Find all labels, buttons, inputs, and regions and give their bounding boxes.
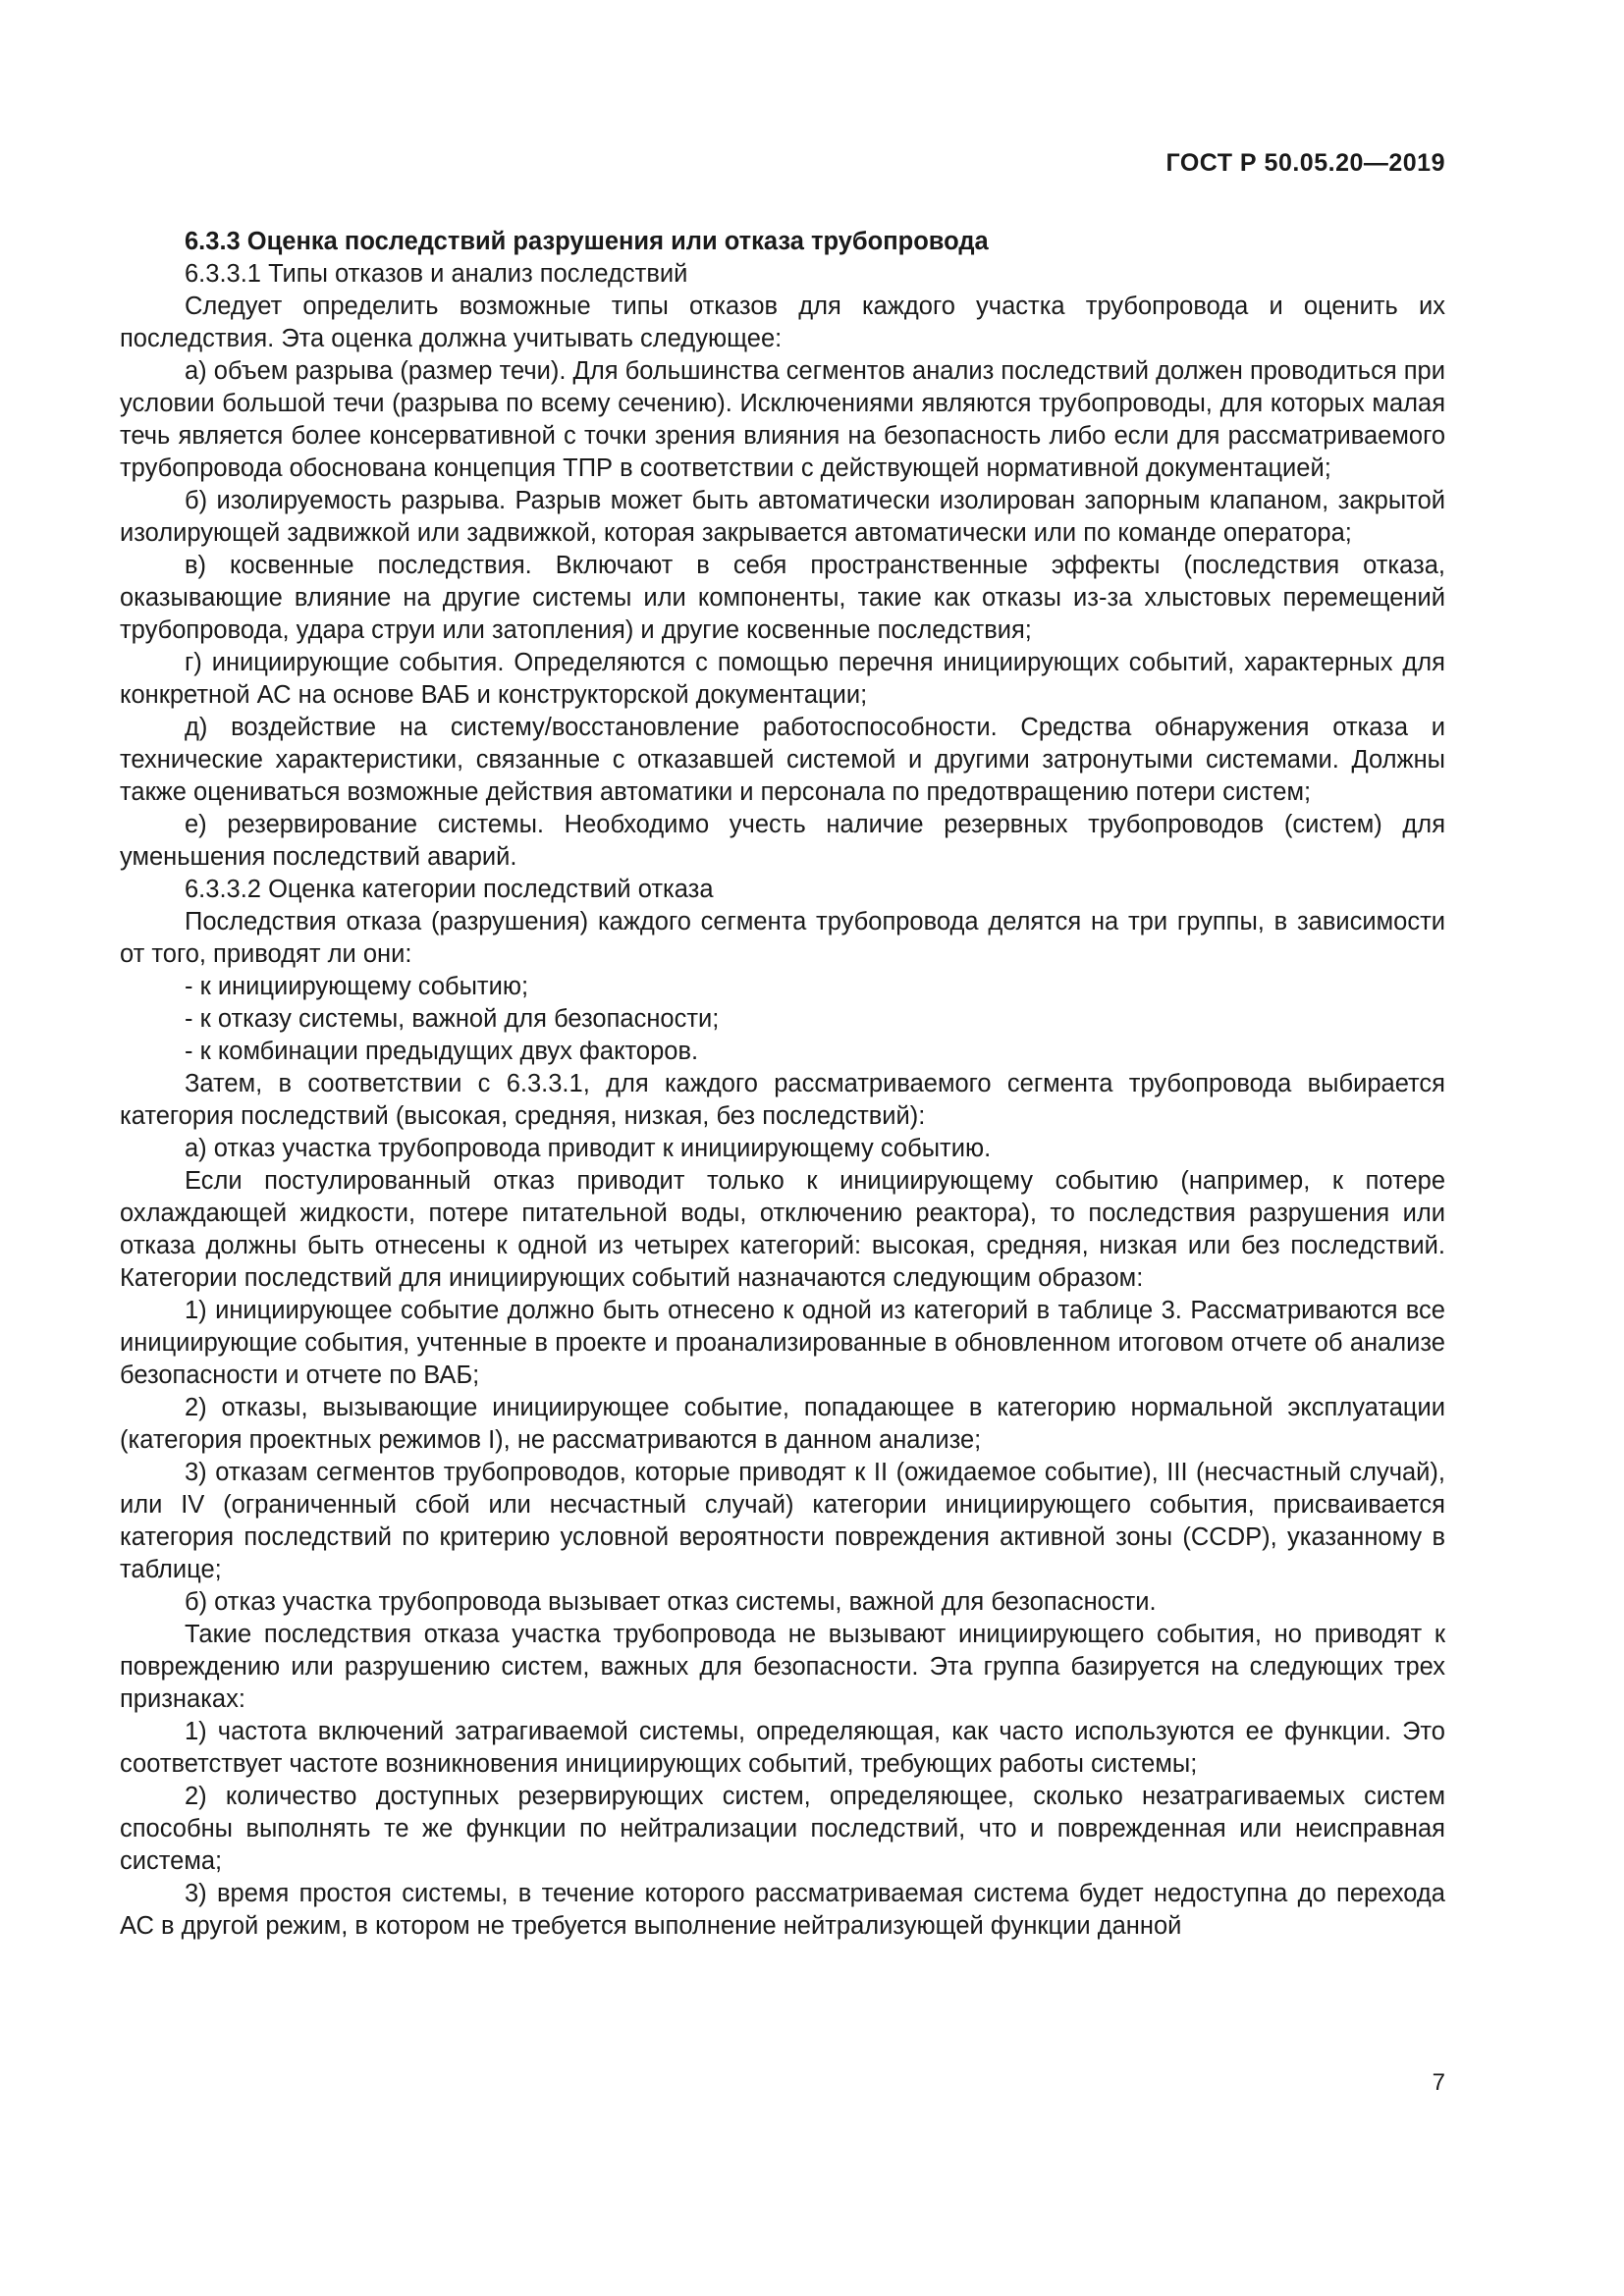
body-paragraph: в) косвенные последствия. Включают в себя пространственные эффекты (последствия отказа, оказывающие влияние на другие системы или компоненты, такие как отказы из-за хлыстовых перемещений трубопровода, удара струи или затопления) и другие косвенные последствия; bbox=[120, 552, 1445, 644]
body-paragraph: - к инициирующему событию; bbox=[185, 973, 529, 1000]
body-paragraph: Такие последствия отказа участка трубопровода не вызывают инициирующего события, но приводят к повреждению или разрушению систем, важных для безопасности. Эта группа базируется на следующих трех признаках: bbox=[120, 1621, 1445, 1713]
body-paragraph: - к комбинации предыдущих двух факторов. bbox=[185, 1038, 699, 1065]
body-paragraph: 3) отказам сегментов трубопроводов, которые приводят к II (ожидаемое событие), III (несчастный случай), или IV (ограниченный сбой или несчастный случай) категории инициирующего события, присваивается категория последствий по критерию условной вероятности повреждения активной зоны (CCDP), указанному в таблице; bbox=[120, 1459, 1445, 1583]
body-paragraph: 2) отказы, вызывающие инициирующее событие, попадающее в категорию нормальной эксплуатации (категория проектных режимов I), не рассматриваются в данном анализе; bbox=[120, 1394, 1445, 1454]
body-paragraph: 6.3.3.2 Оценка категории последствий отказа bbox=[185, 876, 714, 903]
body-paragraph: а) объем разрыва (размер течи). Для большинства сегментов анализ последствий должен проводиться при условии большой течи (разрыва по всему сечению). Исключениями являются трубопроводы, для которых малая течь является более консервативной с точки зрения влияния на безопасность либо если для рассматриваемого трубопровода обоснована концепция ТПР в соответствии с действующей нормативной документацией; bbox=[120, 357, 1445, 482]
body-paragraph: - к отказу системы, важной для безопасности; bbox=[185, 1005, 720, 1033]
page-number: 7 bbox=[1432, 2069, 1445, 2096]
body-paragraph: 2) количество доступных резервирующих систем, определяющее, сколько незатрагиваемых систем способны выполнять те же функции по нейтрализации последствий, что и поврежденная или неисправная система; bbox=[120, 1783, 1445, 1875]
document-header-id: ГОСТ Р 50.05.20—2019 bbox=[1165, 149, 1445, 177]
body-paragraph: д) воздействие на систему/восстановление работоспособности. Средства обнаружения отказа и технические характеристики, связанные с отказавшей системой и другими затронутыми системами. Должны также оцениваться возможные действия автоматики и персонала по предотвращению потери систем; bbox=[120, 714, 1445, 806]
body-paragraph: Затем, в соответствии с 6.3.3.1, для каждого рассматриваемого сегмента трубопровода выбирается категория последствий (высокая, средняя, низкая, без последствий): bbox=[120, 1070, 1445, 1130]
body-paragraph: б) отказ участка трубопровода вызывает отказ системы, важной для безопасности. bbox=[185, 1588, 1157, 1616]
body-paragraph: б) изолируемость разрыва. Разрыв может быть автоматически изолирован запорным клапаном, закрытой изолирующей задвижкой или задвижкой, которая закрывается автоматически или по команде оператора; bbox=[120, 487, 1445, 547]
document-body bbox=[120, 226, 1445, 1943]
body-paragraph: е) резервирование системы. Необходимо учесть наличие резервных трубопроводов (систем) для уменьшения последствий аварий. bbox=[120, 811, 1445, 871]
body-paragraph: Если постулированный отказ приводит только к инициирующему событию (например, к потере охлаждающей жидкости, потере питательной воды, отключению реактора), то последствия разрушения или отказа должны быть отнесены к одной из четырех категорий: высокая, средняя, низкая или без последствий. Категории последствий для инициирующих событий назначаются следующим образом: bbox=[120, 1167, 1445, 1292]
body-paragraph: г) инициирующие события. Определяются с помощью перечня инициирующих событий, характерных для конкретной АС на основе ВАБ и конструкторской документации; bbox=[120, 649, 1445, 709]
section-heading: 6.3.3 Оценка последствий разрушения или отказа трубопровода bbox=[185, 228, 989, 255]
body-paragraph: 6.3.3.1 Типы отказов и анализ последствий bbox=[185, 260, 688, 288]
body-paragraph: Последствия отказа (разрушения) каждого сегмента трубопровода делятся на три группы, в зависимости от того, приводят ли они: bbox=[120, 908, 1445, 968]
body-paragraph: 3) время простоя системы, в течение которого рассматриваемая система будет недоступна до перехода АС в другой режим, в котором не требуется выполнение нейтрализующей функции данной bbox=[120, 1880, 1445, 1940]
body-paragraph: а) отказ участка трубопровода приводит к инициирующему событию. bbox=[185, 1135, 992, 1162]
body-paragraph: 1) частота включений затрагиваемой системы, определяющая, как часто используются ее функции. Это соответствует частоте возникновения инициирующих событий, требующих работы системы; bbox=[120, 1718, 1445, 1778]
body-paragraph: 1) инициирующее событие должно быть отнесено к одной из категорий в таблице 3. Рассматриваются все инициирующие события, учтенные в проекте и проанализированные в обновленном итоговом отчете об анализе безопасности и отчете по ВАБ; bbox=[120, 1297, 1445, 1389]
body-paragraph: Следует определить возможные типы отказов для каждого участка трубопровода и оценить их последствия. Эта оценка должна учитывать следующее: bbox=[120, 293, 1445, 352]
